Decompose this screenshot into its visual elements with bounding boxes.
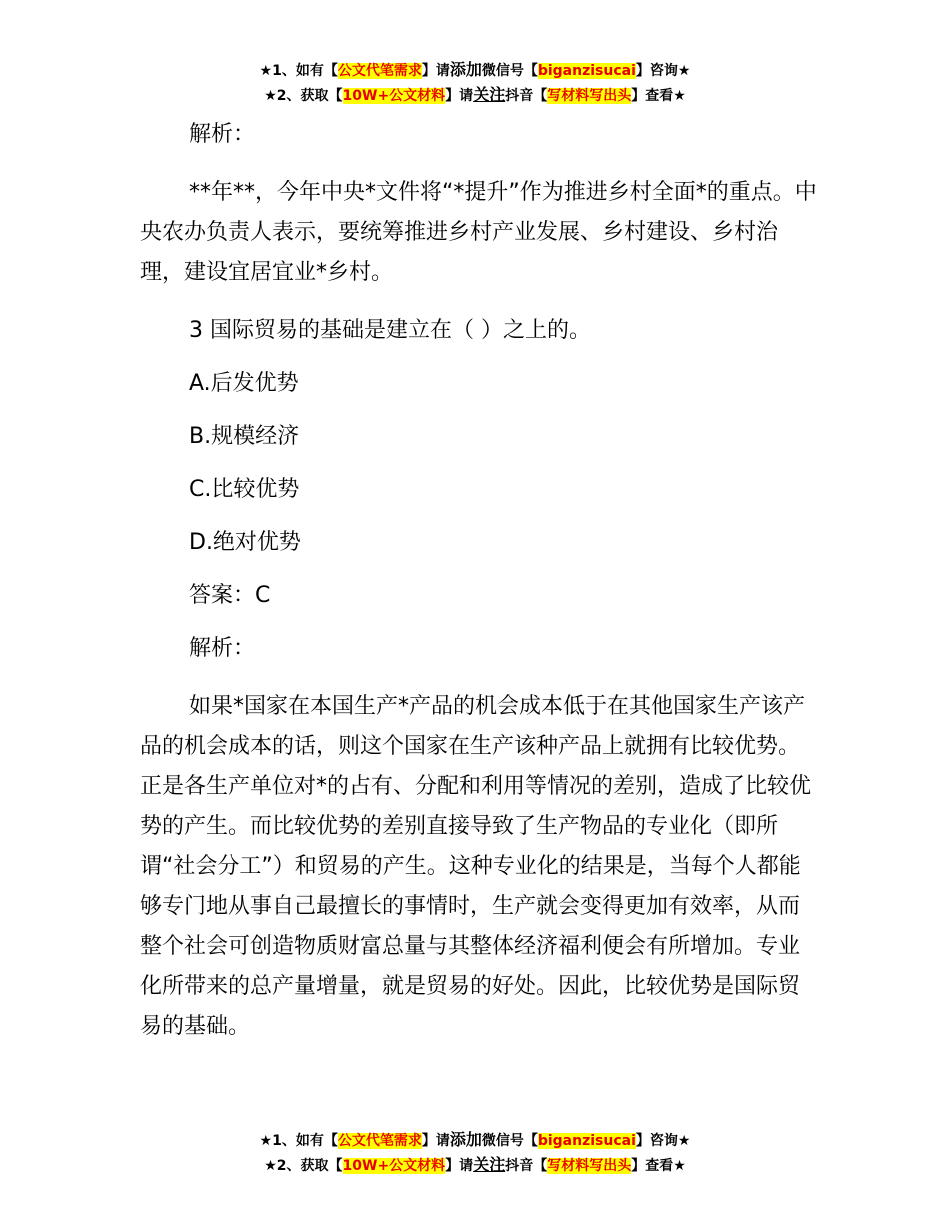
analysis-paragraph: 如果*国家在本国生产*产品的机会成本低于在其他国家生产该产品的机会成本的话，则这个国家在生产该种产品上就拥有比较优势。正是各生产单位对*的占有、分配和利用等情况的差别，造成了比较优势的产生。而比较优势的差别直接导致了生产物品的专业化（即所谓“社会分工”）和贸易的产生。这种专业化的结果是，当每个人都能够专门地从事自己最擅长的事情时，生产就会变得更加有效率，从而整个社会可创造物质财富总量与其整体经济福利便会有所增加。专业化所带来的总产量增量，就是贸易的好处。因此，比较优势是国际贸易的基础。	[140, 694, 812, 1039]
banner-text: 抖音【	[505, 88, 548, 104]
banner-emphasis: 关注	[473, 1155, 506, 1174]
banner-highlight: 10W+公文材料	[342, 1158, 446, 1174]
banner-highlight: 公文代笔需求	[337, 63, 422, 79]
option-b: B.规模经济	[189, 424, 300, 449]
banner-text: 】咨询★	[635, 63, 691, 79]
answer-text: 答案：C	[189, 583, 271, 608]
banner-text: 微信号【	[481, 1133, 538, 1149]
banner-highlight: 公文代笔需求	[337, 1133, 422, 1149]
banner-text: 抖音【	[505, 1158, 548, 1174]
banner-text: ★1、如有【	[259, 63, 338, 79]
bottom-banner	[0, 1128, 950, 1178]
banner-text: 】请	[421, 63, 450, 79]
banner-text: 】咨询★	[635, 1133, 691, 1149]
banner-emphasis: 添加	[449, 1130, 482, 1149]
banner-highlight: 10W+公文材料	[342, 88, 446, 104]
banner-highlight: biganzisucai	[537, 63, 636, 79]
banner-line-1	[0, 1128, 950, 1153]
document-body	[140, 120, 820, 1047]
analysis-label: 解析：	[189, 636, 256, 661]
banner-text: 】查看★	[631, 1158, 686, 1174]
banner-emphasis: 关注	[473, 85, 506, 104]
banner-line-2	[0, 83, 950, 108]
banner-text: 】查看★	[631, 88, 686, 104]
banner-text: 微信号【	[481, 63, 538, 79]
question-text: 3 国际贸易的基础是建立在（ ）之上的。	[189, 318, 591, 343]
banner-text: ★2、获取【	[264, 88, 343, 104]
banner-text: 】请	[445, 1158, 474, 1174]
analysis-label: 解析：	[189, 122, 256, 147]
banner-highlight: 写材料写出头	[547, 88, 632, 104]
option-d: D.绝对优势	[189, 530, 301, 555]
banner-text: ★1、如有【	[259, 1133, 338, 1149]
analysis-paragraph: **年**，今年中央*文件将“*提升”作为推进乡村全面*的重点。中央农办负责人表示，要统筹推进乡村产业发展、乡村建设、乡村治理，建设宜居宜业*乡村。	[140, 180, 817, 285]
banner-highlight: 写材料写出头	[547, 1158, 632, 1174]
banner-text: 】请	[421, 1133, 450, 1149]
banner-highlight: biganzisucai	[537, 1133, 636, 1149]
banner-line-2	[0, 1153, 950, 1178]
banner-line-1	[0, 58, 950, 83]
option-c: C.比较优势	[189, 477, 300, 502]
option-a: A.后发优势	[189, 371, 299, 396]
banner-text: 】请	[445, 88, 474, 104]
banner-text: ★2、获取【	[264, 1158, 343, 1174]
top-banner	[0, 58, 950, 108]
banner-emphasis: 添加	[449, 60, 482, 79]
